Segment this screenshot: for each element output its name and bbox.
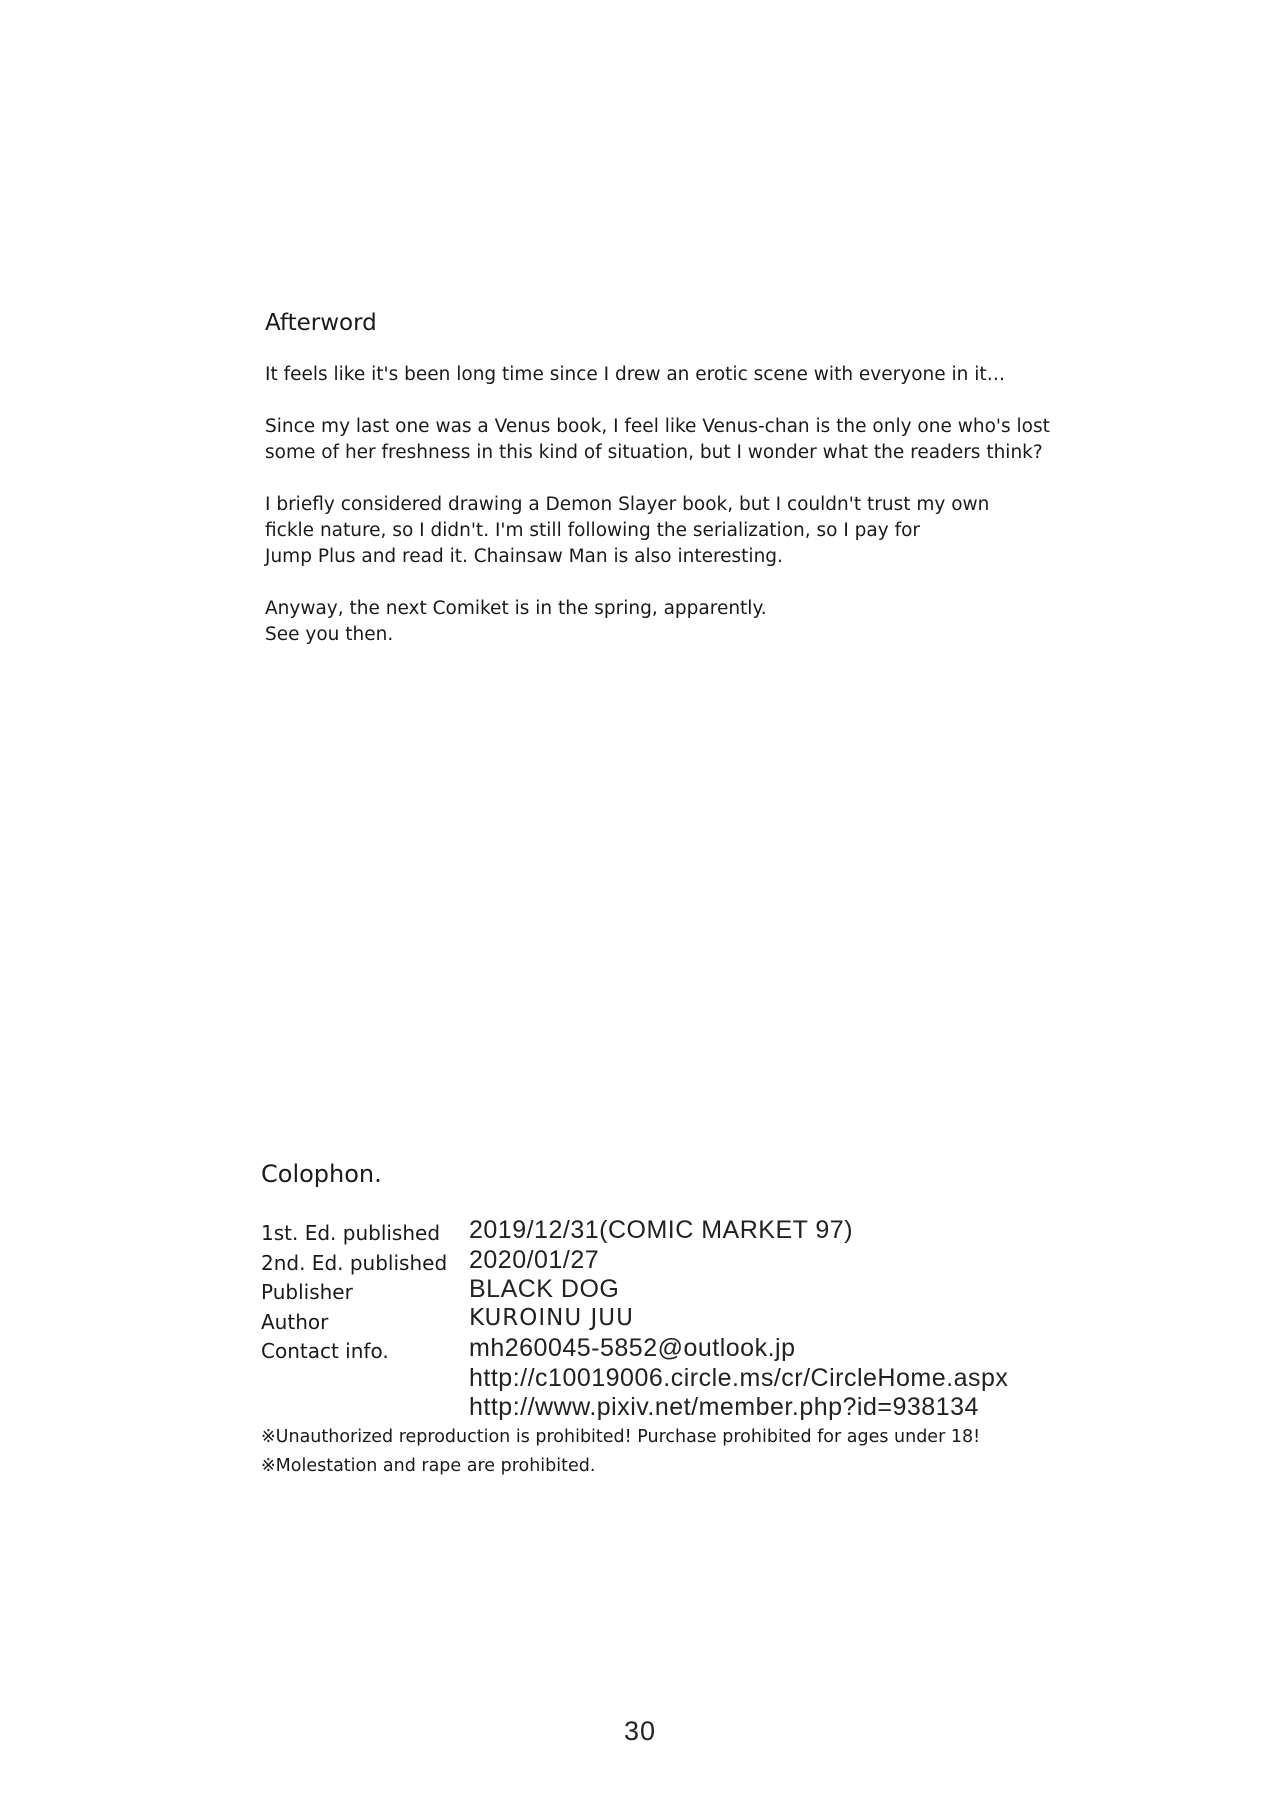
- afterword-paragraph-2: [265, 414, 1085, 466]
- afterword-line: Anyway, the next Comiket is in the spring, apparently.: [265, 598, 767, 619]
- page-number: 30: [623, 1716, 657, 1746]
- pixiv-url-link[interactable]: http://www.pixiv.net/member.php?id=938134: [469, 1393, 979, 1421]
- colophon-label: Publisher: [261, 1280, 353, 1304]
- reproduction-notice: ※Unauthorized reproduction is prohibited! Purchase prohibited for ages under 18!: [261, 1426, 981, 1447]
- afterword-line: I briefly considered drawing a Demon Slayer book, but I couldn't trust my own: [265, 494, 990, 515]
- colophon-label: Author: [261, 1309, 329, 1334]
- afterword-line: See you then.: [265, 624, 394, 645]
- afterword-paragraph-1: [265, 362, 1085, 388]
- colophon-section: [261, 1160, 1161, 1481]
- colophon-row-author: [261, 1305, 1161, 1335]
- colophon-row-circle-url: [261, 1364, 1161, 1394]
- afterword-line: Jump Plus and read it. Chainsaw Man is also interesting.: [265, 546, 783, 567]
- colophon-row-first-edition: [261, 1216, 1161, 1246]
- circle-url-link[interactable]: http://c10019006.circle.ms/cr/CircleHome.aspx: [469, 1363, 1009, 1392]
- colophon-row-second-edition: [261, 1246, 1161, 1276]
- colophon-label: 1st. Ed. published: [261, 1221, 441, 1245]
- colophon-row-publisher: [261, 1275, 1161, 1305]
- colophon-value: 2020/01/27: [469, 1245, 600, 1274]
- colophon-label: 2nd. Ed. published: [261, 1250, 448, 1275]
- afterword-title: Afterword: [265, 310, 377, 336]
- afterword-paragraph-4: [265, 596, 1085, 648]
- colophon-title: Colophon.: [261, 1160, 382, 1188]
- colophon-value: BLACK DOG: [469, 1275, 620, 1303]
- colophon-label: Contact info.: [261, 1339, 389, 1363]
- afterword-paragraph-3: [265, 492, 1085, 570]
- colophon-row-pixiv-url: [261, 1393, 1161, 1423]
- colophon-value: KUROINU JUU: [469, 1304, 634, 1331]
- afterword-line: Since my last one was a Venus book, I feel like Venus-chan is the only one who's lost: [265, 416, 1050, 437]
- prohibition-notice: ※Molestation and rape are prohibited.: [261, 1455, 596, 1476]
- afterword-line: It feels like it's been long time since I drew an erotic scene with everyone in it…: [265, 364, 1006, 385]
- colophon-value: 2019/12/31(COMIC MARKET 97): [469, 1216, 854, 1244]
- afterword-line: fickle nature, so I didn't. I'm still following the serialization, so I pay for: [265, 520, 921, 541]
- contact-email[interactable]: mh260045-5852@outlook.jp: [469, 1334, 796, 1362]
- afterword-section: [265, 310, 1085, 674]
- afterword-line: some of her freshness in this kind of situation, but I wonder what the readers think?: [265, 442, 1043, 463]
- colophon-row-contact: [261, 1334, 1161, 1364]
- colophon-notes: [261, 1423, 1161, 1481]
